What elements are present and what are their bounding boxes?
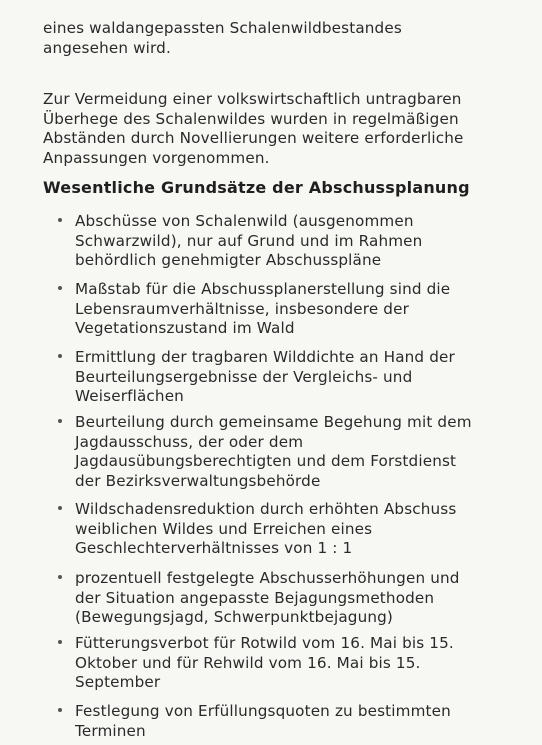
text-line: Jagdausübungsberechtigten und dem Forstdienst: [75, 452, 457, 470]
text-line: Fütterungsverbot für Rotwild vom 16. Mai bis 15.: [75, 634, 454, 652]
text-line: Ermittlung der tragbaren Wilddichte an Hand der: [75, 348, 455, 366]
text-line: Wildschadensreduktion durch erhöhten Abschuss: [75, 500, 457, 518]
text-line: angesehen wird.: [43, 38, 171, 57]
text-line: Beurteilung durch gemeinsame Begehung mit dem: [75, 413, 472, 431]
list-item-text: [75, 702, 537, 741]
list-item-text: [75, 500, 537, 559]
text-line: Festlegung von Erfüllungsquoten zu bestimmten: [75, 702, 451, 720]
text-line: Abschüsse von Schalenwild (ausgenommen: [75, 212, 414, 230]
text-line: Weiserflächen: [75, 387, 184, 405]
text-line: Beurteilungsergebnisse der Vergleichs- und: [75, 367, 413, 386]
list-item-text: [75, 212, 537, 271]
text-line: Zur Vermeidung einer volkswirtschaftlich untragbaren: [43, 90, 462, 108]
list-item-text: [75, 280, 537, 339]
bullet-icon: [58, 218, 62, 222]
list-item-text: [75, 413, 537, 491]
bullet-icon: [58, 286, 62, 290]
text-line: der Situation angepasste Bejagungsmethoden: [75, 588, 435, 607]
list-item-text: [75, 348, 537, 407]
text-line: Überhege des Schalenwildes wurden in regelmäßigen: [43, 109, 459, 128]
bullet-icon: [58, 708, 62, 712]
text-line: Oktober und für Rehwild vom 16. Mai bis 15.: [75, 653, 421, 672]
text-line: Jagdausschuss, der oder dem: [75, 432, 304, 451]
text-line: eines waldangepassten Schalenwildbestandes: [43, 19, 402, 37]
bullet-icon: [58, 506, 62, 510]
text-line: Abständen durch Novellierungen weitere erforderliche: [43, 129, 464, 147]
text-line: (Bewegungsjagd, Schwerpunktbejagung): [75, 608, 393, 626]
text-line: Schwarzwild), nur auf Grund und im Rahmen: [75, 231, 423, 250]
paragraph-adjustments: [43, 90, 533, 168]
text-line: der Bezirksverwaltungsbehörde: [75, 471, 321, 490]
text-line: weiblichen Wildes und Erreichen eines: [75, 519, 373, 538]
bullet-icon: [58, 419, 62, 423]
text-line: Maßstab für die Abschussplanerstellung sind die: [75, 280, 451, 298]
list-item-text: [75, 569, 537, 628]
list-item-text: [75, 634, 537, 693]
text-line: Anpassungen vorgenommen.: [43, 148, 270, 167]
text-line: Lebensraumverhältnisse, insbesondere der: [75, 299, 409, 318]
text-line: Terminen: [75, 721, 146, 740]
text-line: behördlich genehmigter Abschusspläne: [75, 251, 382, 269]
text-line: September: [75, 673, 161, 691]
bullet-icon: [58, 640, 62, 644]
text-line: Vegetationszustand im Wald: [75, 319, 295, 337]
text-line: prozentuell festgelegte Abschusserhöhungen und: [75, 569, 460, 587]
section-heading: Wesentliche Grundsätze der Abschussplanung: [43, 178, 470, 197]
bullet-icon: [58, 354, 62, 358]
paragraph-continuation: [43, 19, 533, 58]
text-line: Geschlechterverhältnisses von 1 : 1: [75, 539, 353, 557]
bullet-icon: [58, 575, 62, 579]
